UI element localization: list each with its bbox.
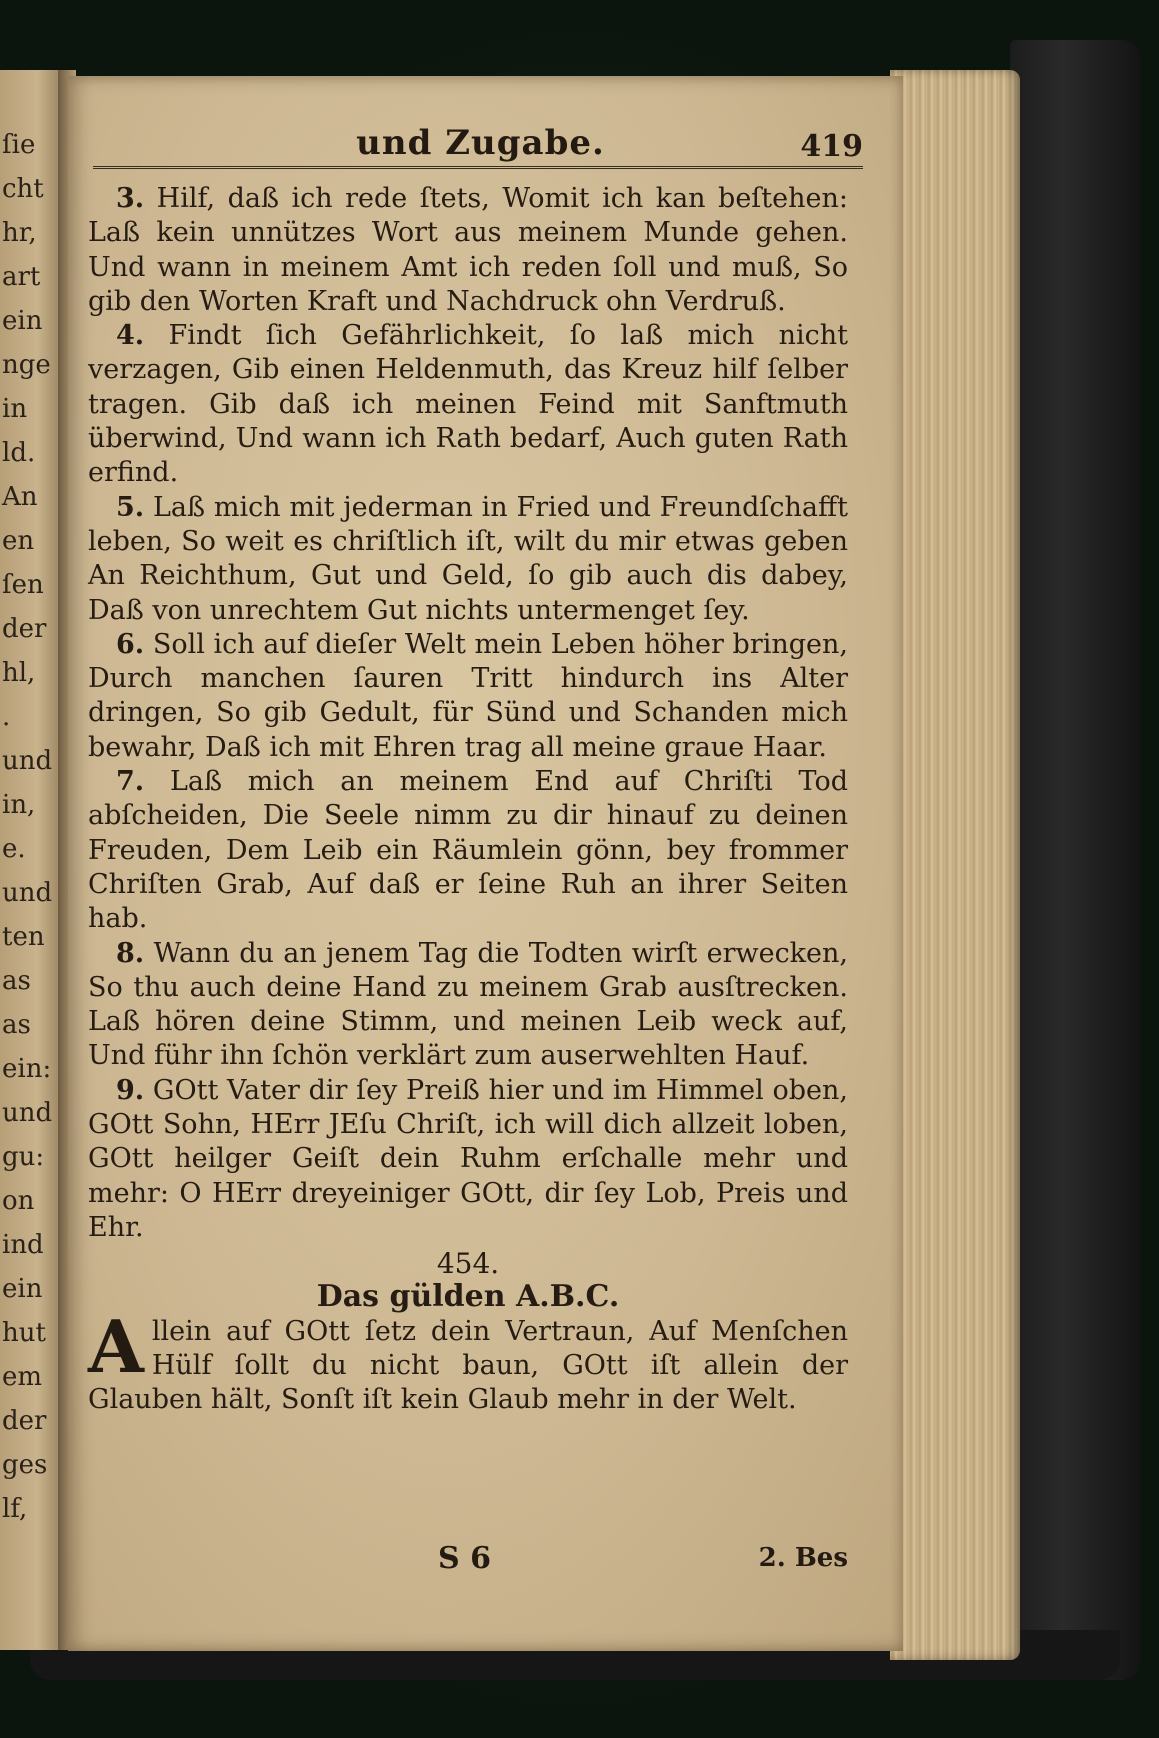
- stanza: [88, 491, 848, 628]
- stanza-text: Findt ſich Gefährlichkeit, ſo laß mich nicht verzagen, Gib einen Heldenmuth, das Kreuz hilf ſelber tragen. Gib daß ich meinen Feind mit Sanftmuth überwind, Und wann ich Rath bedarf, Auch guten Rath erfind.: [88, 320, 848, 489]
- left-page-fragment: on: [2, 1186, 35, 1216]
- stanza: [88, 319, 848, 490]
- signature-mark: S 6: [438, 1541, 491, 1576]
- running-title: und Zugabe.: [356, 123, 605, 163]
- left-page-fragment: und: [2, 1098, 53, 1128]
- stanza-number: 8.: [116, 937, 145, 969]
- page-header: [98, 111, 863, 164]
- left-page-fragment: art: [2, 262, 41, 292]
- left-page-sliver: [0, 70, 62, 1650]
- left-page-fragment: ges: [2, 1450, 48, 1480]
- stanza: [88, 182, 848, 319]
- stanza-number: 9.: [116, 1074, 145, 1106]
- book-cover-right: [1010, 40, 1140, 1680]
- left-page-fragment: ein:: [2, 1054, 52, 1084]
- stanza: [88, 937, 848, 1074]
- stanza-text: Laß mich mit jederman in Fried und Freundſchafft leben, So weit es chriſtlich iſt, wilt du mir etwas geben An Reichthum, Gut und Geld, ſo gib auch dis dabey, Daß von unrechtem Gut nichts untermenget ſey.: [88, 491, 848, 626]
- left-page-fragment: hut: [2, 1318, 46, 1348]
- left-page-fragment: em: [2, 1362, 43, 1392]
- stanza-number: 6.: [116, 628, 145, 660]
- left-page-fragment: as: [2, 1010, 31, 1040]
- left-page-fragment: in: [2, 394, 28, 424]
- left-page-fragment: und: [2, 878, 53, 908]
- stanza-number: 4.: [116, 320, 145, 352]
- catchword: 2. Bes: [758, 1543, 848, 1573]
- page-number: 419: [800, 129, 863, 164]
- header-rule: [93, 166, 863, 169]
- hymn-number: 454.: [436, 1247, 500, 1281]
- left-page-fragment: der: [2, 614, 47, 644]
- left-page-fragment: ſie: [2, 130, 36, 160]
- stanza: [88, 765, 848, 936]
- stanza: [88, 628, 848, 765]
- left-page-fragment: .: [2, 702, 11, 732]
- hymn-title: Das gülden A.B.C.: [316, 1279, 620, 1315]
- drop-cap: A: [88, 1304, 144, 1390]
- stanza: [88, 1074, 848, 1245]
- left-page-fragment: hl,: [2, 658, 36, 688]
- left-page-fragment: der: [2, 1406, 47, 1436]
- left-page-fragment: ein: [2, 1274, 43, 1304]
- left-page-fragment: und: [2, 746, 53, 776]
- left-page-fragment: en: [2, 526, 35, 556]
- left-page-fragment: An: [2, 482, 38, 512]
- stanza-text: Wann du an jenem Tag die Todten wirſt erwecken, So thu auch deine Hand zu meinem Grab ausſtrecken. Laß hören deine Stimm, und meinen Leib weck auf, Und führ ihn ſchön verklärt zum auserwehlten Hauf.: [88, 937, 848, 1072]
- first-verse-text: llein auf GOtt ſetz dein Vertraun, Auf Menſchen Hülf ſollt du nicht baun, GOtt iſt allein der Glauben hält, Sonſt iſt kein Glaub mehr in der Welt.: [88, 1316, 848, 1416]
- page-footer: [88, 1541, 848, 1581]
- left-page-fragment: e.: [2, 834, 26, 864]
- left-page-fragment: ſen: [2, 570, 44, 600]
- stanza-text: GOtt Vater dir ſey Preiß hier und im Himmel oben, GOtt Sohn, HErr JEſu Chriſt, ich will dich allzeit loben, GOtt heilger Geiſt dein Ruhm erſchalle mehr und mehr: O HErr dreyeiniger GOtt, dir ſey Lob, Preis und Ehr.: [88, 1074, 848, 1243]
- page-edges: [890, 70, 1020, 1660]
- stanza-text: Soll ich auf dieſer Welt mein Leben höher bringen, Durch manchen ſauren Tritt hindurch ins Alter dringen, So gib Gedult, für Sünd und Schanden mich bewahr, Daß ich mit Ehren trag all meine graue Haar.: [88, 628, 848, 763]
- left-page-fragment: lf,: [2, 1494, 28, 1524]
- left-page-fragment: as: [2, 966, 31, 996]
- left-page-fragment: hr,: [2, 218, 37, 248]
- stanza-list: [88, 182, 848, 1245]
- stanza-text: Laß mich an meinem End auf Chriſti Tod abſcheiden, Die Seele nimm zu dir hinauf zu deinen Freuden, Dem Leib ein Räumlein gönn, bey frommer Chriſten Grab, Auf daß er ſeine Ruh an ihrer Seiten hab.: [88, 766, 848, 935]
- stanza-number: 7.: [116, 766, 145, 798]
- left-page-fragment: in,: [2, 790, 36, 820]
- left-page-fragment: cht: [2, 174, 44, 204]
- first-verse: [88, 1304, 848, 1417]
- left-page-fragment: ein: [2, 306, 43, 336]
- left-page-fragment: gu:: [2, 1142, 45, 1172]
- stanza-text: Hilf, daß ich rede ſtets, Womit ich kan beſtehen: Laß kein unnützes Wort aus meinem Munde gehen. Und wann in meinem Amt ich reden ſoll und muß, So gib den Worten Kraft und Nachdruck ohn Verdruß.: [88, 183, 848, 317]
- page-body: [88, 182, 848, 1417]
- left-page-fragment: ld.: [2, 438, 36, 468]
- left-page-fragment: ten: [2, 922, 45, 952]
- stanza-number: 5.: [116, 491, 145, 523]
- book-page: [68, 76, 903, 1651]
- left-page-fragment: nge: [2, 350, 51, 380]
- left-page-fragment: ind: [2, 1230, 44, 1260]
- stanza-number: 3.: [116, 183, 145, 214]
